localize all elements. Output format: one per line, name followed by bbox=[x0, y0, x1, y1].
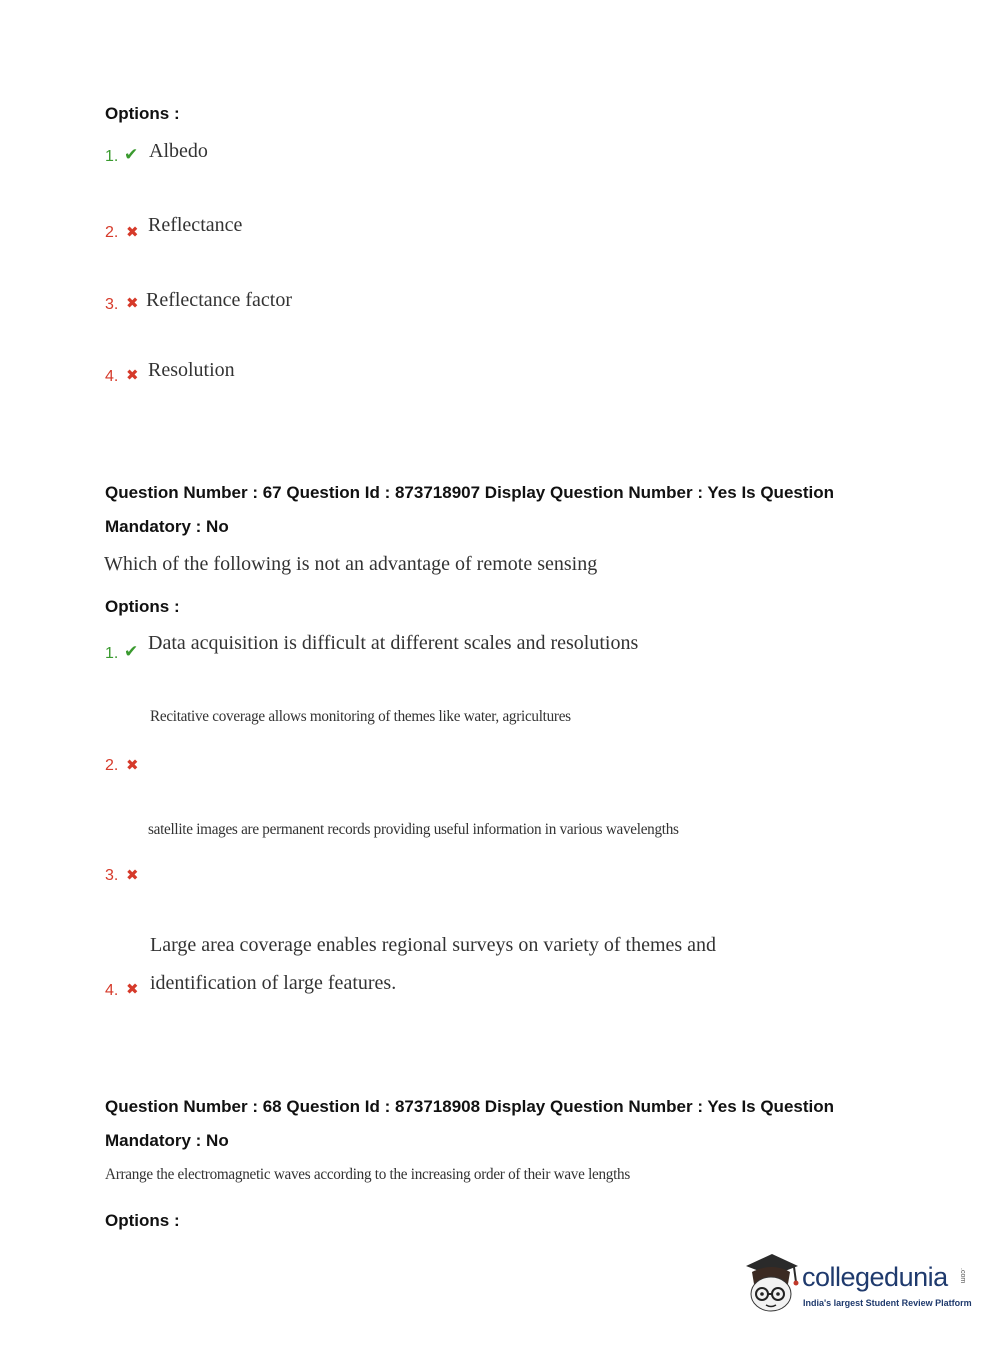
question-header: Question Number : 67 Question Id : 873718907 Display Question Number : Yes Is Question bbox=[105, 483, 835, 502]
option-text-line1: Large area coverage enables regional surveys on variety of themes and bbox=[150, 934, 717, 956]
question-mandatory: Mandatory : No bbox=[105, 517, 229, 536]
option-number: 3. bbox=[105, 867, 119, 884]
mascot-icon bbox=[742, 1250, 800, 1316]
option-text: Recitative coverage allows monitoring of themes like water, agricultures bbox=[150, 708, 571, 725]
options-label: Options : bbox=[105, 597, 180, 616]
option-text: satellite images are permanent records providing useful information in various wavelengths bbox=[148, 821, 679, 838]
option-number: 4. bbox=[105, 982, 119, 999]
collegedunia-logo bbox=[742, 1250, 972, 1320]
cross-icon: ✖ bbox=[126, 294, 139, 312]
question-text: Which of the following is not an advantage of remote sensing bbox=[104, 553, 598, 575]
option-number: 3. bbox=[105, 296, 119, 313]
cross-icon: ✖ bbox=[126, 980, 139, 998]
option-number: 2. bbox=[105, 224, 119, 241]
option-text: Resolution bbox=[148, 359, 235, 381]
cross-icon: ✖ bbox=[126, 756, 139, 774]
option-number: 2. bbox=[105, 757, 119, 774]
question-text: Arrange the electromagnetic waves according to the increasing order of their wave lengths bbox=[105, 1166, 630, 1183]
check-icon: ✔ bbox=[124, 642, 139, 662]
logo-suffix: .com bbox=[959, 1268, 966, 1284]
question-header: Question Number : 68 Question Id : 873718908 Display Question Number : Yes Is Question bbox=[105, 1097, 835, 1116]
option-number: 4. bbox=[105, 368, 119, 385]
options-label: Options : bbox=[105, 1211, 180, 1230]
option-text-line2: identification of large features. bbox=[150, 972, 397, 994]
option-number: 1. bbox=[105, 645, 119, 662]
logo-name: collegedunia bbox=[802, 1262, 948, 1292]
logo-tagline: India's largest Student Review Platform bbox=[803, 1298, 972, 1308]
option-number: 1. bbox=[105, 148, 119, 165]
cross-icon: ✖ bbox=[126, 866, 139, 884]
option-text: Reflectance factor bbox=[146, 289, 293, 311]
cross-icon: ✖ bbox=[126, 366, 139, 384]
option-text: Reflectance bbox=[148, 214, 243, 236]
option-text: Albedo bbox=[149, 140, 208, 162]
check-icon: ✔ bbox=[124, 145, 139, 165]
options-label: Options : bbox=[105, 104, 180, 123]
cross-icon: ✖ bbox=[126, 223, 139, 241]
question-mandatory: Mandatory : No bbox=[105, 1131, 229, 1150]
option-text: Data acquisition is difficult at different scales and resolutions bbox=[148, 632, 639, 654]
